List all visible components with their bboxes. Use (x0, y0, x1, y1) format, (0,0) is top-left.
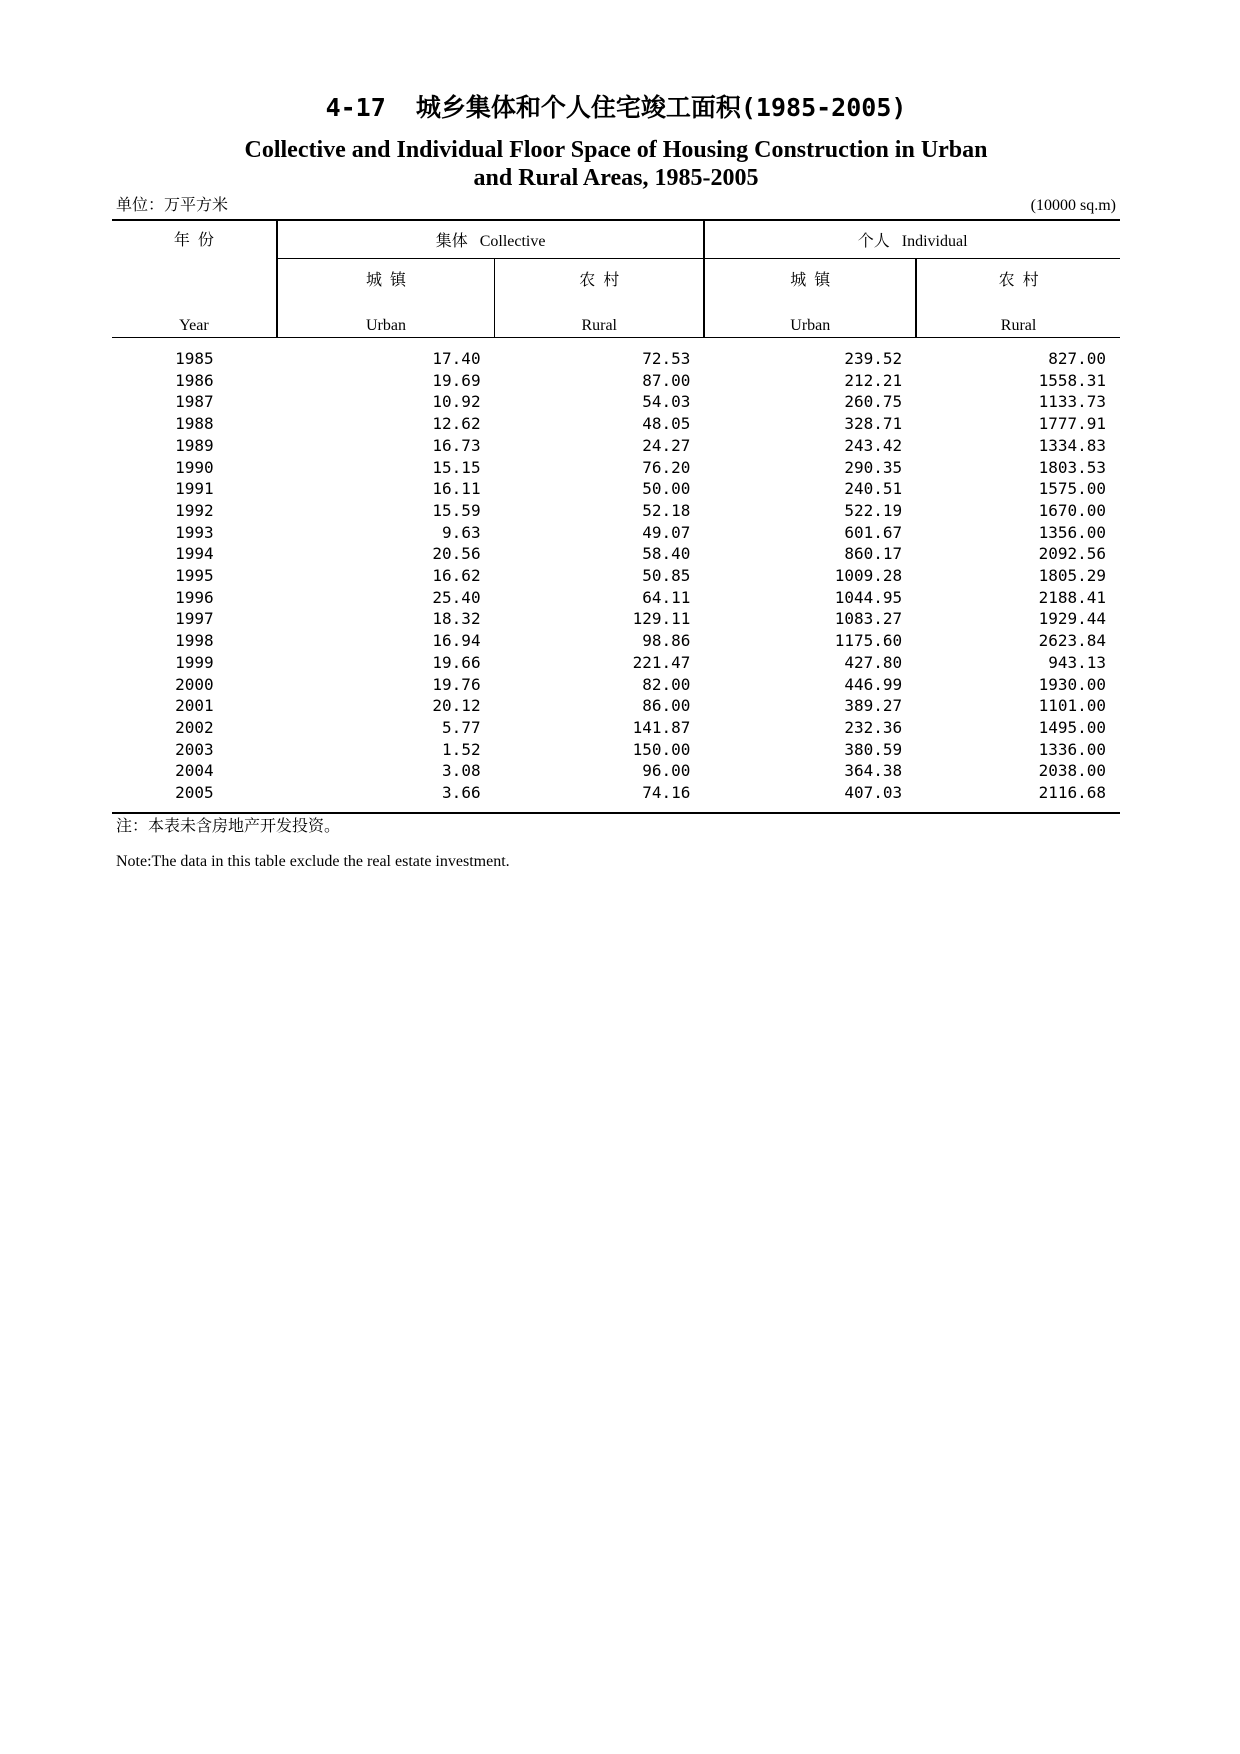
year-cell: 1998 (175, 631, 214, 651)
table-row (112, 630, 1120, 652)
year-header-english: Year (179, 317, 209, 334)
data-table (112, 219, 1120, 814)
collective-urban-cell: 19.76 (432, 674, 481, 694)
year-cell: 2001 (175, 696, 214, 716)
individual-rural-cell: 2623.84 (1038, 631, 1106, 651)
individual-urban-cell: 446.99 (844, 674, 903, 694)
collective-urban-cell: 15.15 (432, 457, 481, 477)
collective-urban-header (277, 258, 495, 337)
year-cell: 1997 (175, 609, 214, 629)
collective-urban-header-chinese: 城 镇 (365, 271, 406, 289)
collective-rural-header-english: Rural (581, 316, 617, 334)
year-cell: 1999 (175, 652, 214, 672)
table-row (112, 739, 1120, 761)
individual-urban-cell: 601.67 (844, 522, 903, 542)
collective-group-header: 集体 Collective (277, 220, 705, 258)
individual-rural-cell: 1777.91 (1038, 414, 1106, 434)
table-row (112, 478, 1120, 500)
year-cell: 2005 (112, 782, 277, 813)
collective-urban-cell: 5.77 (442, 717, 481, 737)
collective-rural-cell: 141.87 (632, 717, 691, 737)
year-cell: 1986 (175, 370, 214, 390)
table-row (112, 608, 1120, 630)
table-row (112, 760, 1120, 782)
year-cell: 1990 (175, 457, 214, 477)
individual-urban-cell: 1009.28 (834, 566, 903, 586)
year-column-header (112, 220, 277, 338)
table-row (112, 522, 1120, 544)
collective-rural-cell: 76.20 (642, 457, 691, 477)
collective-rural-cell: 98.86 (642, 631, 691, 651)
collective-urban-cell: 20.12 (432, 696, 481, 716)
table-row (112, 652, 1120, 674)
individual-urban-cell: 239.52 (844, 349, 903, 368)
table-title-english (112, 136, 1120, 192)
year-cell: 2004 (175, 761, 214, 781)
year-cell: 1985 (175, 349, 214, 368)
table-row (112, 782, 1120, 813)
collective-rural-cell: 129.11 (632, 609, 691, 629)
individual-urban-cell: 243.42 (844, 435, 903, 455)
table-row (112, 587, 1120, 609)
collective-urban-cell: 12.62 (432, 414, 481, 434)
individual-urban-cell: 1044.95 (834, 587, 903, 607)
table-row (112, 457, 1120, 479)
individual-group-header: 个人 Individual (704, 220, 1120, 258)
individual-rural-cell: 2188.41 (1038, 587, 1106, 607)
individual-urban-cell: 290.35 (844, 457, 903, 477)
year-cell: 2003 (175, 739, 214, 759)
individual-urban-cell: 427.80 (844, 652, 903, 672)
individual-rural-cell: 827.00 (1048, 349, 1106, 368)
collective-rural-cell: 48.05 (642, 414, 691, 434)
collective-rural-cell: 72.53 (642, 349, 691, 368)
note-chinese: 注：本表未含房地产开发投资。 (116, 817, 341, 835)
collective-urban-cell: 20.56 (432, 544, 481, 564)
year-cell: 2002 (175, 717, 214, 737)
collective-rural-cell: 64.11 (642, 587, 691, 607)
table-row (112, 543, 1120, 565)
individual-urban-cell: 1083.27 (834, 609, 903, 629)
table-title-chinese: 4-17 城乡集体和个人住宅竣工面积(1985-2005) (325, 93, 907, 122)
collective-rural-cell: 50.00 (642, 479, 691, 499)
individual-urban-cell: 860.17 (844, 544, 903, 564)
collective-rural-cell: 54.03 (642, 392, 691, 412)
individual-urban-header-english: Urban (790, 316, 831, 334)
collective-rural-cell: 74.16 (495, 782, 705, 813)
individual-urban-header (704, 258, 916, 337)
year-cell: 1987 (175, 392, 214, 412)
year-cell: 1996 (175, 587, 214, 607)
year-cell: 1992 (175, 500, 214, 520)
year-cell: 1989 (175, 435, 214, 455)
collective-urban-cell: 19.66 (432, 652, 481, 672)
individual-rural-cell: 1336.00 (1038, 739, 1106, 759)
individual-rural-cell: 1670.00 (1038, 500, 1106, 520)
collective-rural-cell: 58.40 (642, 544, 691, 564)
individual-urban-cell: 260.75 (844, 392, 903, 412)
individual-rural-cell: 943.13 (1048, 652, 1106, 672)
individual-urban-cell: 212.21 (844, 370, 903, 390)
collective-urban-cell: 16.11 (432, 479, 481, 499)
notes (112, 817, 1120, 872)
collective-rural-cell: 221.47 (632, 652, 691, 672)
individual-rural-cell: 1805.29 (1038, 566, 1106, 586)
individual-rural-header (916, 258, 1120, 337)
collective-rural-header (495, 258, 705, 337)
individual-urban-cell: 232.36 (844, 717, 903, 737)
individual-rural-cell: 1101.00 (1038, 696, 1106, 716)
year-cell: 1988 (175, 414, 214, 434)
year-cell: 2000 (175, 674, 214, 694)
collective-urban-cell: 1.52 (442, 739, 481, 759)
collective-rural-cell: 96.00 (642, 761, 691, 781)
individual-rural-cell: 1334.83 (1038, 435, 1106, 455)
individual-urban-cell: 380.59 (844, 739, 903, 759)
individual-rural-cell: 1356.00 (1038, 522, 1106, 542)
table-title-english-line2: and Rural Areas, 1985-2005 (473, 165, 759, 191)
table-row (112, 500, 1120, 522)
individual-rural-cell: 1575.00 (1038, 479, 1106, 499)
individual-urban-cell: 1175.60 (834, 631, 903, 651)
table-title-english-line1: Collective and Individual Floor Space of Housing Construction in Urban (244, 137, 988, 163)
year-cell: 1995 (175, 566, 214, 586)
year-cell: 1991 (175, 479, 214, 499)
collective-rural-cell: 24.27 (642, 435, 691, 455)
individual-rural-cell: 2092.56 (1038, 544, 1106, 564)
individual-rural-cell: 1133.73 (1038, 392, 1106, 412)
collective-urban-cell: 3.66 (277, 782, 495, 813)
table-row (112, 695, 1120, 717)
individual-urban-cell: 522.19 (844, 500, 903, 520)
individual-urban-header-chinese: 城 镇 (790, 271, 831, 289)
collective-urban-cell: 16.94 (432, 631, 481, 651)
collective-urban-cell: 18.32 (432, 609, 481, 629)
collective-rural-cell: 49.07 (642, 522, 691, 542)
individual-rural-cell: 2116.68 (916, 782, 1120, 813)
individual-rural-header-english: Rural (1000, 316, 1037, 334)
year-header-chinese: 年 份 (173, 232, 214, 249)
individual-rural-cell: 1803.53 (1038, 457, 1106, 477)
collective-rural-cell: 82.00 (642, 674, 691, 694)
collective-urban-cell: 10.92 (432, 392, 481, 412)
individual-rural-header-chinese: 农 村 (998, 271, 1039, 289)
individual-urban-cell: 328.71 (844, 414, 903, 434)
table-row (112, 565, 1120, 587)
individual-urban-cell: 389.27 (844, 696, 903, 716)
individual-rural-cell: 2038.00 (1038, 761, 1106, 781)
individual-urban-cell: 364.38 (844, 761, 903, 781)
unit-row (112, 196, 1120, 216)
table-row (112, 413, 1120, 435)
collective-rural-cell: 87.00 (642, 370, 691, 390)
collective-rural-cell: 52.18 (642, 500, 691, 520)
table-body (112, 338, 1120, 813)
collective-rural-cell: 150.00 (632, 739, 691, 759)
statistical-table-page (112, 88, 1120, 872)
collective-rural-cell: 50.85 (642, 566, 691, 586)
table-row (112, 435, 1120, 457)
collective-rural-cell: 86.00 (642, 696, 691, 716)
individual-rural-cell: 1929.44 (1038, 609, 1106, 629)
year-cell: 1993 (175, 522, 214, 542)
collective-urban-cell: 15.59 (432, 500, 481, 520)
table-row (112, 674, 1120, 696)
collective-rural-header-chinese: 农 村 (579, 271, 620, 289)
collective-urban-cell: 19.69 (432, 370, 481, 390)
collective-urban-header-english: Urban (365, 316, 406, 334)
year-cell: 1994 (175, 544, 214, 564)
collective-urban-cell: 17.40 (432, 349, 481, 368)
individual-rural-cell: 1558.31 (1038, 370, 1106, 390)
unit-label-chinese: 单位：万平方米 (116, 197, 229, 214)
individual-rural-cell: 1495.00 (1038, 717, 1106, 737)
table-row (112, 338, 1120, 370)
table-row (112, 391, 1120, 413)
note-english: Note:The data in this table exclude the real estate investment. (116, 852, 510, 870)
individual-urban-cell: 240.51 (844, 479, 903, 499)
table-row (112, 717, 1120, 739)
individual-rural-cell: 1930.00 (1038, 674, 1106, 694)
collective-urban-cell: 16.73 (432, 435, 481, 455)
table-row (112, 370, 1120, 392)
collective-urban-cell: 3.08 (442, 761, 481, 781)
unit-label-english: (10000 sq.m) (1030, 197, 1116, 214)
individual-urban-cell: 407.03 (704, 782, 916, 813)
collective-urban-cell: 9.63 (442, 522, 481, 542)
collective-urban-cell: 16.62 (432, 566, 481, 586)
collective-urban-cell: 25.40 (432, 587, 481, 607)
